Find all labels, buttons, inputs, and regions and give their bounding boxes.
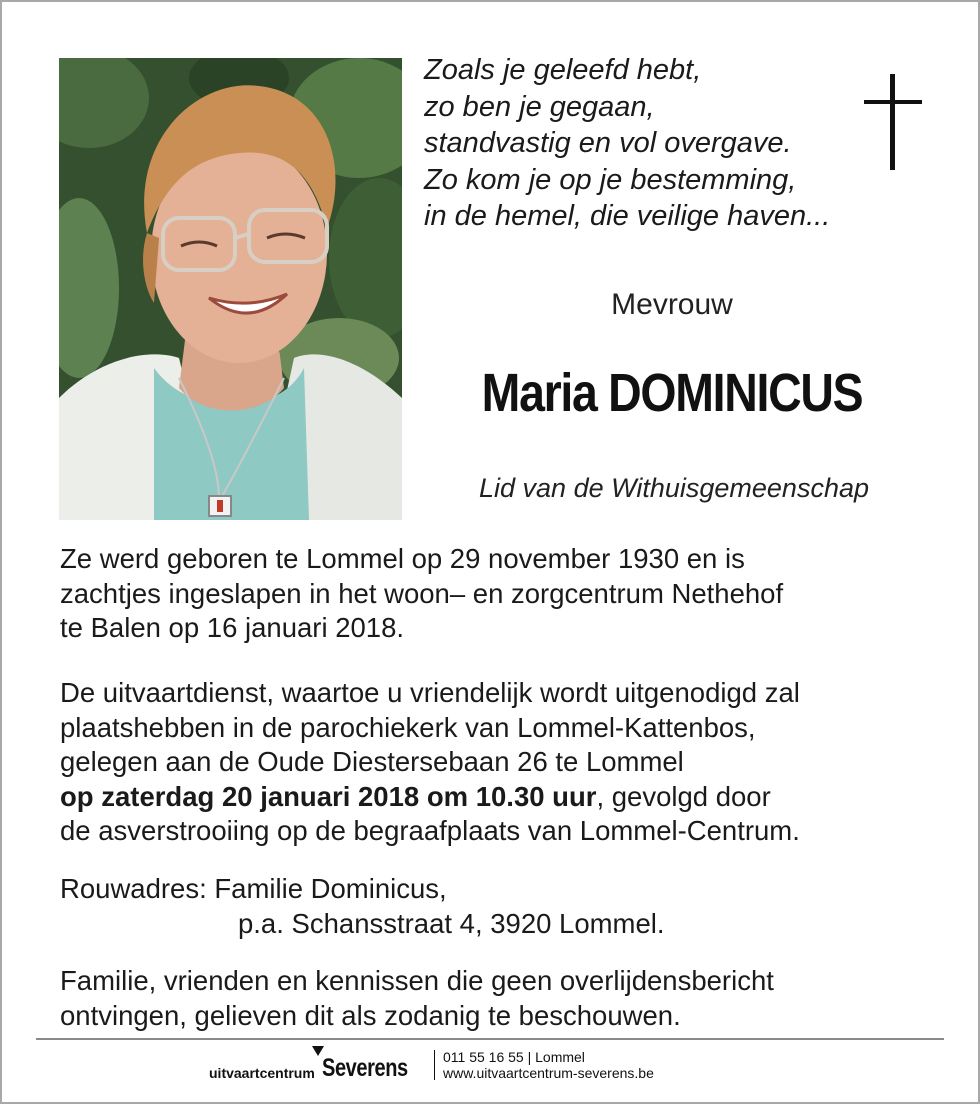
portrait-photo (59, 58, 402, 520)
paragraph-line: te Balen op 16 januari 2018. (60, 612, 405, 643)
footer (0, 1040, 980, 1100)
deceased-name: Maria DOMINICUS (481, 363, 863, 423)
address-line: p.a. Schansstraat 4, 3920 Lommel. (238, 907, 665, 939)
service-paragraph (60, 676, 940, 849)
honorific-title: Mevrouw (611, 288, 733, 321)
service-date-continuation: , gevolgd door (596, 780, 771, 812)
mourning-address (60, 872, 940, 941)
paragraph-line: Ze werd geboren te Lommel op 29 november 1930 en is (60, 543, 745, 574)
notice-paragraph (60, 964, 940, 1033)
deceased-subtitle: Lid van de Withuisgemeenschap (479, 473, 869, 503)
footer-brand-name: Severens (322, 1054, 408, 1082)
footer-brand-small: uitvaartcentrum (209, 1065, 315, 1081)
poem-line: zo ben je gegaan, (424, 90, 655, 123)
service-date: op zaterdag 20 januari 2018 om 10.30 uur (60, 780, 597, 812)
paragraph-line: de asverstrooiing op de begraafplaats van Lommel-Centrum. (60, 815, 800, 846)
paragraph-line: plaatshebben in de parochiekerk van Lommel-Kattenbos, (60, 711, 756, 743)
poem (424, 52, 864, 235)
poem-line: Zoals je geleefd hebt, (424, 54, 702, 86)
footer-contact: 011 55 16 55 | Lommel (443, 1049, 585, 1065)
footer-separator (434, 1050, 435, 1080)
paragraph-line: ontvingen, gelieven dit als zodanig te beschouwen. (60, 999, 681, 1031)
paragraph-line: zachtjes ingeslapen in het woon– en zorgcentrum Nethehof (60, 577, 784, 609)
paragraph-line: Familie, vrienden en kennissen die geen overlijdensbericht (60, 965, 774, 996)
poem-line: Zo kom je op je bestemming, (424, 163, 797, 196)
paragraph-line: De uitvaartdienst, waartoe u vriendelijk wordt uitgenodigd zal (60, 677, 800, 708)
poem-line: in de hemel, die veilige haven... (424, 200, 831, 232)
footer-website[interactable]: www.uitvaartcentrum-severens.be (443, 1065, 654, 1081)
address-line: Rouwadres: Familie Dominicus, (60, 873, 447, 904)
poem-line: standvastig en vol overgave. (424, 127, 792, 159)
paragraph-line (60, 780, 940, 815)
paragraph-line: gelegen aan de Oude Diestersebaan 26 te Lommel (60, 746, 684, 777)
birth-death-paragraph (60, 542, 940, 646)
cross-icon (864, 74, 922, 170)
